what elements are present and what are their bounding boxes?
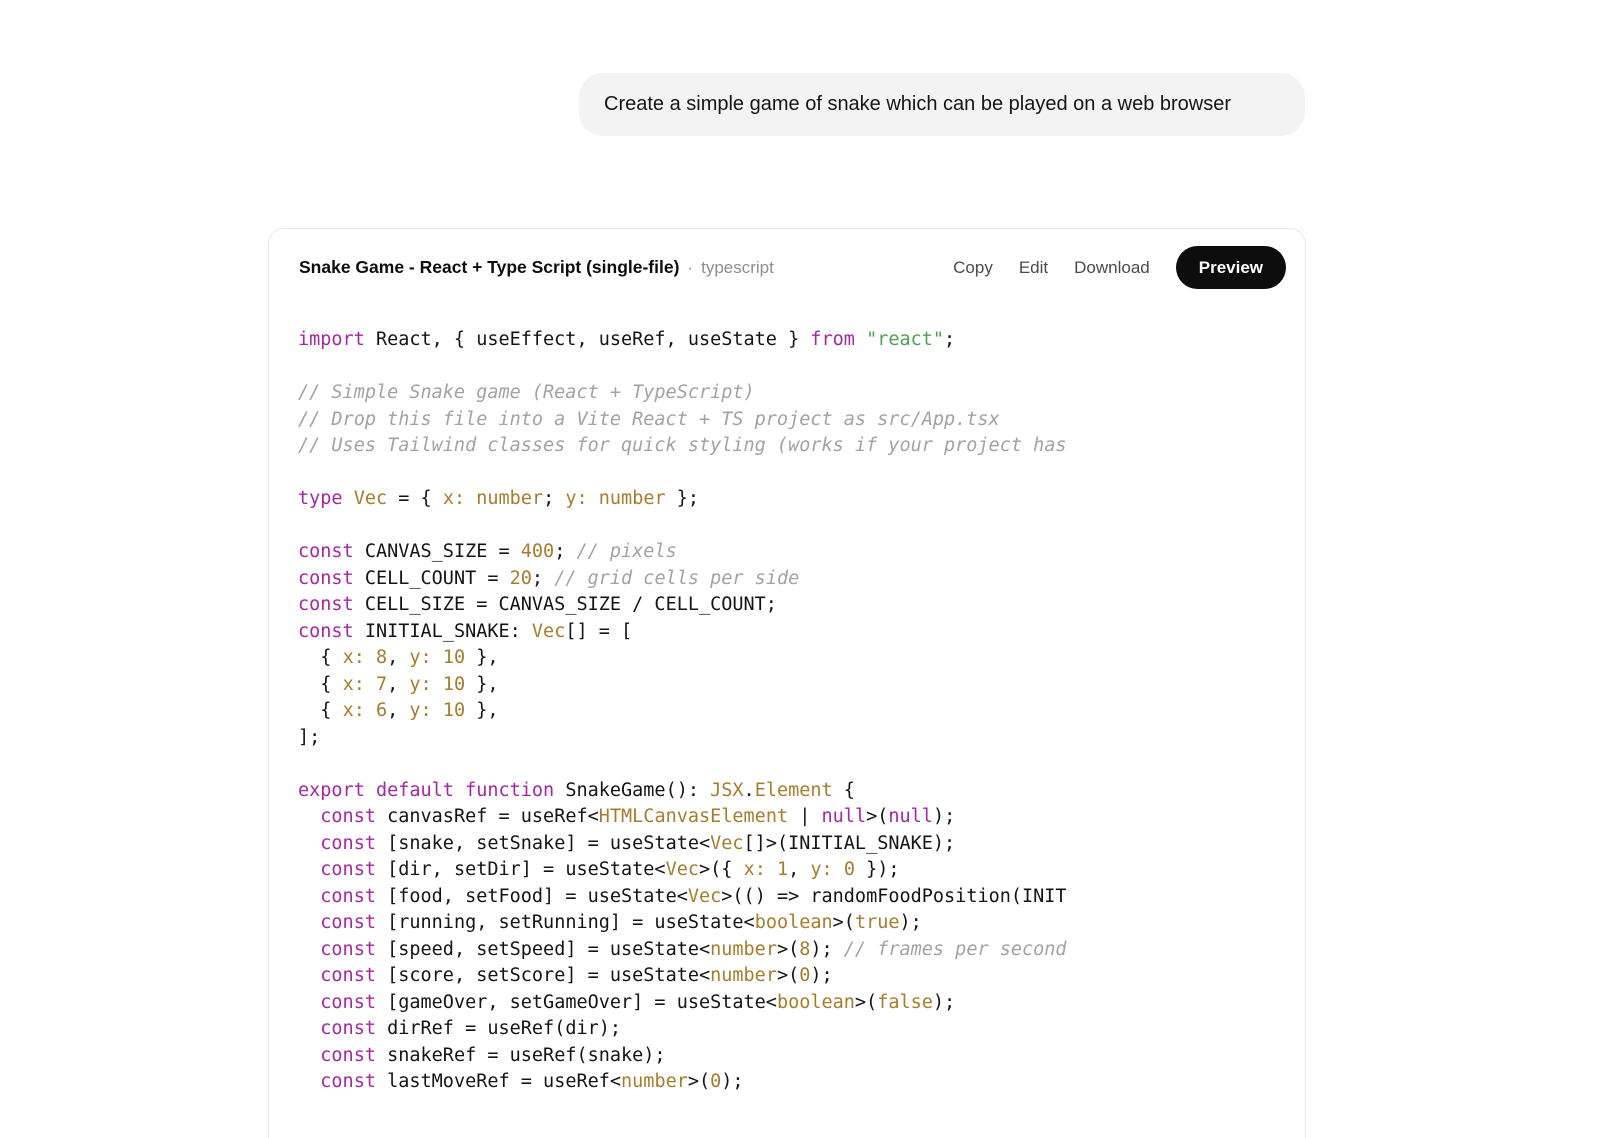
- download-button[interactable]: Download: [1074, 257, 1150, 277]
- edit-button[interactable]: Edit: [1018, 257, 1049, 277]
- code-line: [298, 460, 1305, 487]
- code-line: const dirRef = useRef(dir);: [320, 1018, 622, 1039]
- code-line: const lastMoveRef = useRef<number>(0);: [320, 1071, 744, 1092]
- code-line: ];: [298, 726, 321, 748]
- code-line: const [score, setScore] = useState<number>(0);: [320, 965, 833, 986]
- code-line: const INITIAL_SNAKE: Vec[] = [: [298, 620, 633, 642]
- code-language-label: typescript: [701, 258, 774, 277]
- code-line: { x: 8, y: 10 },: [298, 647, 499, 668]
- code-line: // Uses Tailwind classes for quick styling (works if your project has: [298, 435, 1067, 456]
- code-line: // Drop this file into a Vite React + TS project as src/App.tsx: [298, 408, 1000, 430]
- code-block: [298, 327, 1305, 1096]
- code-card: [268, 228, 1306, 1138]
- code-line: const canvasRef = useRef<HTMLCanvasElement | null>(null);: [320, 806, 956, 827]
- code-line: const [gameOver, setGameOver] = useState<boolean>(false);: [320, 991, 956, 1013]
- code-line: const [food, setFood] = useState<Vec>(() => randomFoodPosition(INIT: [320, 885, 1067, 907]
- code-line: import React, { useEffect, useRef, useState } from "react";: [298, 329, 956, 350]
- code-line: const [dir, setDir] = useState<Vec>({ x: 1, y: 0 });: [320, 859, 900, 880]
- code-line: const CELL_SIZE = CANVAS_SIZE / CELL_COUNT;: [298, 594, 777, 615]
- title-separator-dot: ·: [687, 258, 694, 277]
- code-card-header: [269, 229, 1305, 289]
- code-line: const [speed, setSpeed] = useState<number>(8); // frames per second: [320, 938, 1067, 960]
- code-line: export default function SnakeGame(): JSX.Element {: [298, 779, 855, 801]
- code-line: type Vec = { x: number; y: number };: [298, 488, 700, 509]
- code-line: [298, 751, 1305, 778]
- code-line: const snakeRef = useRef(snake);: [320, 1044, 666, 1066]
- preview-button[interactable]: Preview: [1176, 246, 1286, 289]
- code-line: const [running, setRunning] = useState<boolean>(true);: [320, 912, 922, 933]
- user-message-bubble: [579, 73, 1305, 136]
- code-line: [298, 354, 1305, 381]
- code-card-actions: [953, 246, 1286, 289]
- code-title: Snake Game - React + Type Script (single-file): [299, 257, 680, 277]
- user-message-text: Create a simple game of snake which can be played on a web browser: [604, 93, 1232, 115]
- code-line: // Simple Snake game (React + TypeScript): [298, 382, 755, 403]
- code-line: const CANVAS_SIZE = 400; // pixels: [298, 541, 677, 562]
- code-line: { x: 7, y: 10 },: [298, 673, 499, 695]
- code-line: const [snake, setSnake] = useState<Vec[]>(INITIAL_SNAKE);: [320, 832, 956, 854]
- code-line: const CELL_COUNT = 20; // grid cells per side: [298, 567, 800, 589]
- code-line: [298, 513, 1305, 540]
- code-line: { x: 6, y: 10 },: [298, 700, 499, 721]
- copy-button[interactable]: Copy: [953, 257, 993, 277]
- code-card-titlebar: [299, 257, 953, 278]
